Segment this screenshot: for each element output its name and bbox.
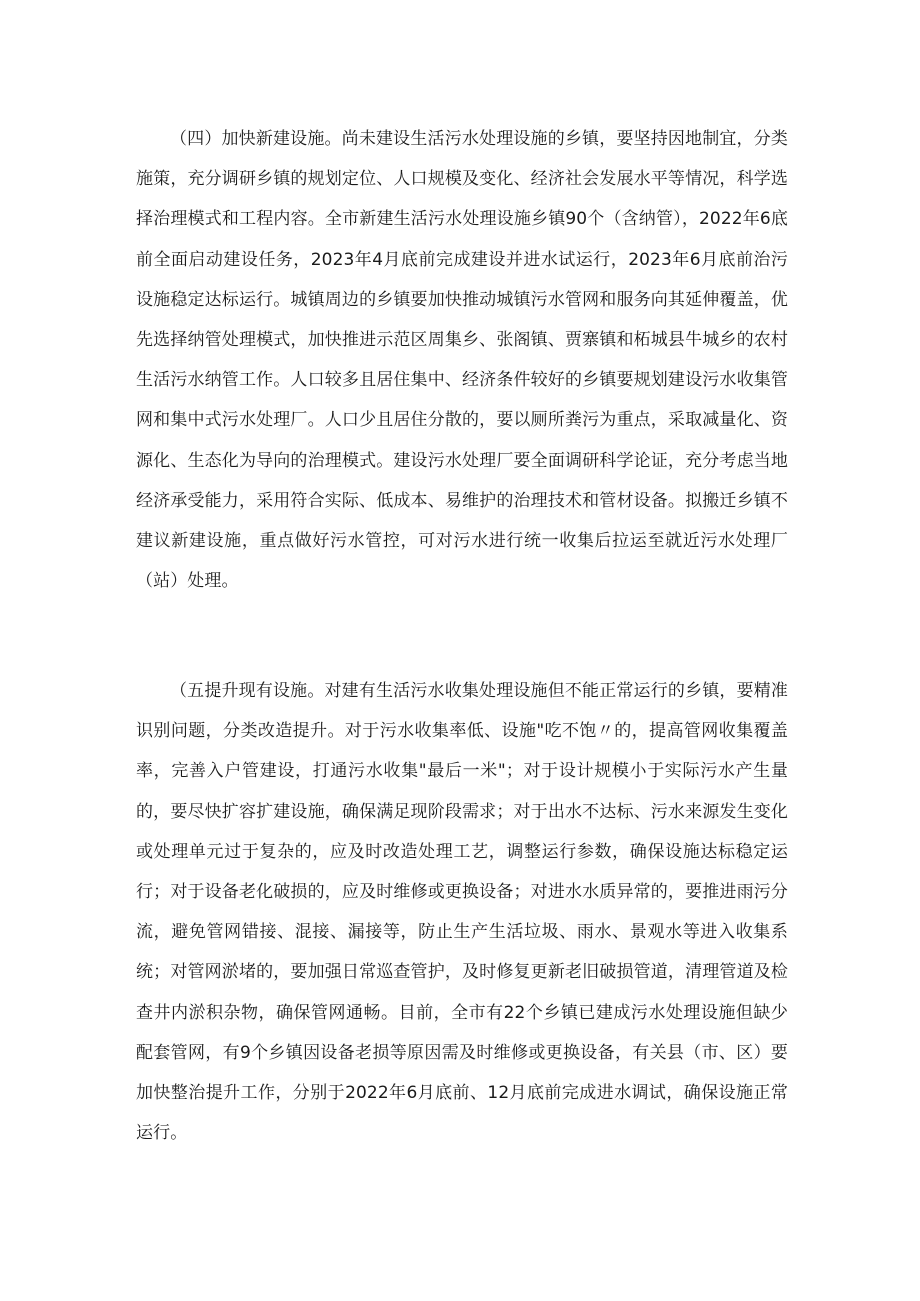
paragraph-new-facilities: （四）加快新建设施。尚未建设生活污水处理设施的乡镇，要坚持因地制宜，分类施策，充分调研乡镇的规划定位、人口规模及变化、经济社会发展水平等情况，科学选择治理模式和工程内容。全市新建生活污水处理设施乡镇90个（含纳管），2022年6底前全面启动建设任务，2023年4月底前完成建设并进水试运行，2023年6月底前治污设施稳定达标运行。城镇周边的乡镇要加快推动城镇污水管网和服务向其延伸覆盖，优先选择纳管处理模式，加快推进示范区周集乡、张阁镇、贾寨镇和柘城县牛城乡的农村生活污水纳管工作。人口较多且居住集中、经济条件较好的乡镇要规划建设污水收集管网和集中式污水处理厂。人口少且居住分散的，要以厕所粪污为重点，采取减量化、资源化、生态化为导向的治理模式。建设污水处理厂要全面调研科学论证，充分考虑当地经济承受能力，采用符合实际、低成本、易维护的治理技术和管材设备。拟搬迁乡镇不建议新建设施，重点做好污水管控，可对污水进行统一收集后拉运至就近污水处理厂（站）处理。 bbox=[136, 129, 788, 592]
paragraph-upgrade-facilities: （五提升现有设施。对建有生活污水收集处理设施但不能正常运行的乡镇，要精准识别问题，分类改造提升。对于污水收集率低、设施"吃不饱〃的，提高管网收集覆盖率，完善入户管建设，打通污水收集"最后一米"；对于设计规模小于实际污水产生量的，要尽快扩容扩建设施，确保满足现阶段需求；对于出水不达标、污水来源发生变化或处理单元过于复杂的，应及时改造处理工艺，调整运行参数，确保设施达标稳定运行；对于设备老化破损的，应及时维修或更换设备；对进水水质异常的，要推进雨污分流，避免管网错接、混接、漏接等，防止生产生活垃圾、雨水、景观水等进入收集系统；对管网淤堵的，要加强日常巡查管护，及时修复更新老旧破损管道，清理管道及检查井内淤积杂物，确保管网通畅。目前，全市有22个乡镇已建成污水处理设施但缺少配套管网，有9个乡镇因设备老损等原因需及时维修或更换设备，有关县（市、区）要加快整治提升工作，分别于2022年6月底前、12月底前完成进水调试，确保设施正常运行。 bbox=[136, 681, 788, 1144]
